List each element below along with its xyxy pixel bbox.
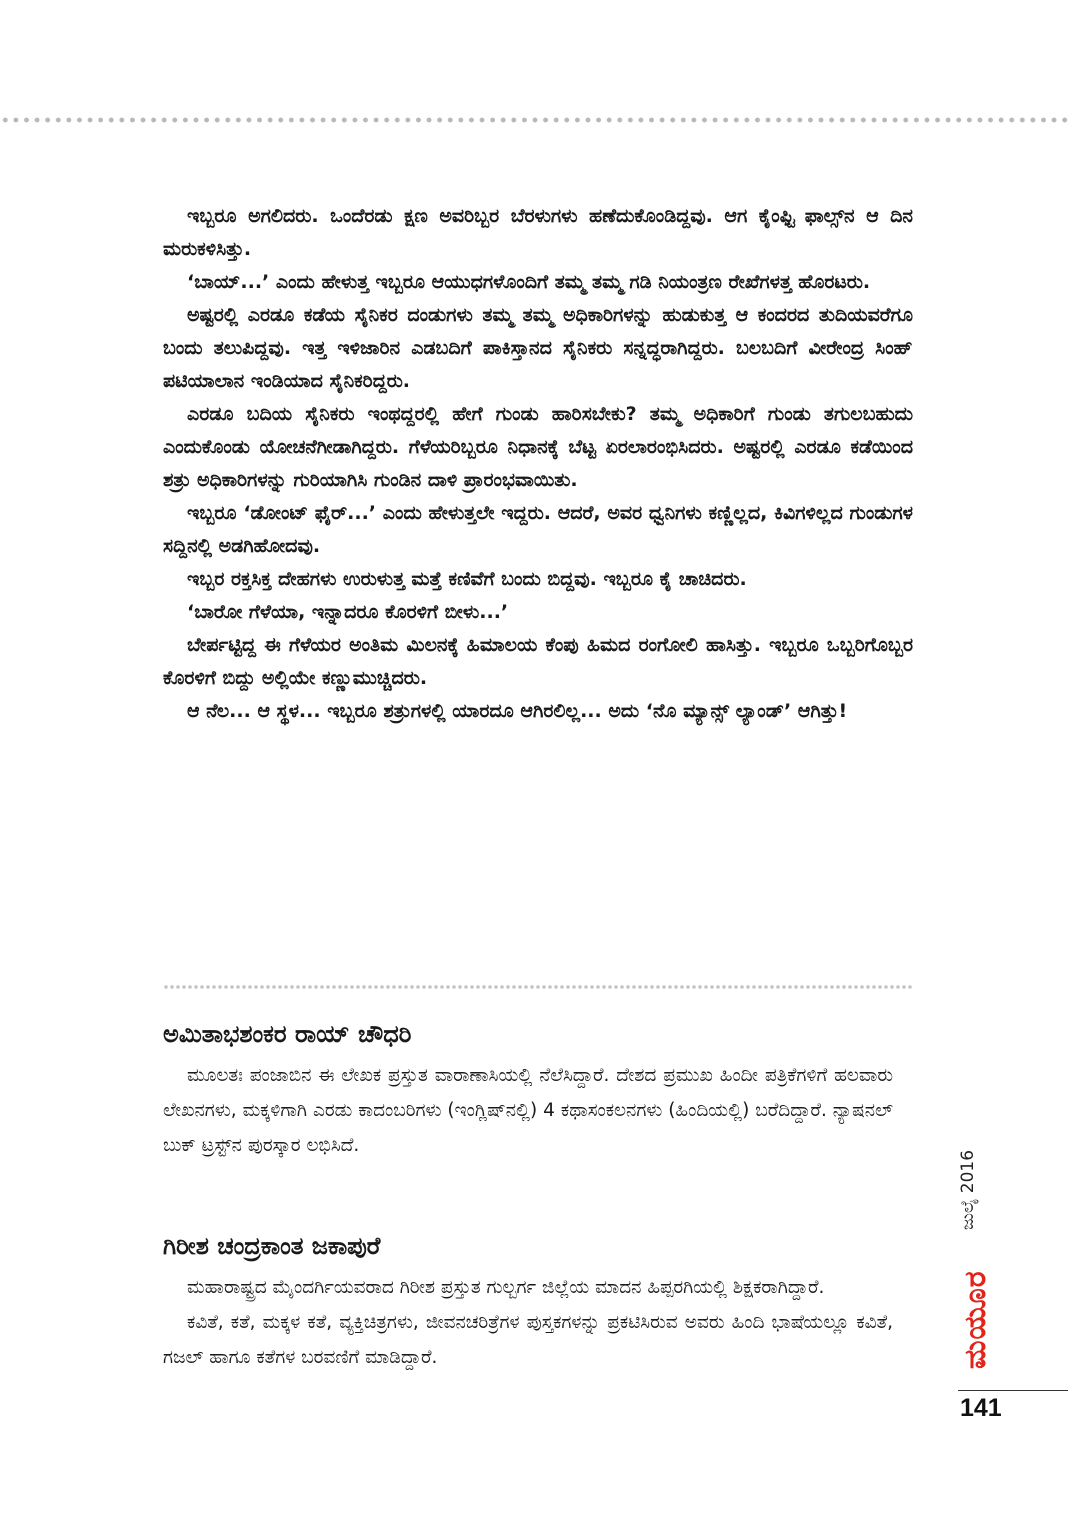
story-paragraph: ಎರಡೂ ಬದಿಯ ಸೈನಿಕರು ಇಂಥದ್ದರಲ್ಲಿ ಹೇಗೆ ಗುಂಡು ಹಾರಿಸಬೇಕು? ತಮ್ಮ ಅಧಿಕಾರಿಗೆ ಗುಂಡು ತಗುಲಬಹುದು ಎಂದುಕೊಂಡು ಯೋಚನೆಗೀಡಾಗಿದ್ದರು. ಗೆಳೆಯರಿಬ್ಬರೂ ನಿಧಾನಕ್ಕೆ ಬೆಟ್ಟ ಏರಲಾರಂಭಿಸಿದರು. ಅಷ್ಟರಲ್ಲಿ ಎರಡೂ ಕಡೆಯಿಂದ ಶತ್ರು ಅಧಿಕಾರಿಗಳನ್ನು ಗುರಿಯಾಗಿಸಿ ಗುಂಡಿನ ದಾಳಿ ಪ್ರಾರಂಭವಾಯಿತು. bbox=[163, 403, 913, 491]
issue-date: ಜುಲೈ 2016 bbox=[958, 1149, 978, 1231]
story-paragraph: ಇಬ್ಬರ ರಕ್ತಸಿಕ್ತ ದೇಹಗಳು ಉರುಳುತ್ತ ಮತ್ತೆ ಕಣಿವೆಗೆ ಬಂದು ಬಿದ್ದವು. ಇಬ್ಬರೂ ಕೈ ಚಾಚಿದರು. bbox=[187, 568, 747, 590]
story-paragraph: ‘ಬಾರೋ ಗೆಳೆಯಾ, ಇನ್ನಾದರೂ ಕೊರಳಿಗೆ ಬೀಳು...’ bbox=[187, 601, 509, 623]
story-paragraph: ಅಷ್ಟರಲ್ಲಿ ಎರಡೂ ಕಡೆಯ ಸೈನಿಕರ ದಂಡುಗಳು ತಮ್ಮ ತಮ್ಮ ಅಧಿಕಾರಿಗಳನ್ನು ಹುಡುಕುತ್ತ ಆ ಕಂದರದ ತುದಿಯವರೆಗೂ ಬಂದು ತಲುಪಿದ್ದವು. ಇತ್ತ ಇಳಿಜಾರಿನ ಎಡಬದಿಗೆ ಪಾಕಿಸ್ತಾನದ ಸೈನಿಕರು ಸನ್ನದ್ಧರಾಗಿದ್ದರು. ಬಲಬದಿಗೆ ವೀರೇಂದ್ರ ಸಿಂಹ್ ಪಟಿಯಾಲಾನ ಇಂಡಿಯಾದ ಸೈನಿಕರಿದ್ದರು. bbox=[163, 304, 913, 392]
story-paragraph: ‘ಬಾಯ್...’ ಎಂದು ಹೇಳುತ್ತ ಇಬ್ಬರೂ ಆಯುಧಗಳೊಂದಿಗೆ ತಮ್ಮ ತಮ್ಮ ಗಡಿ ನಿಯಂತ್ರಣ ರೇಖೆಗಳತ್ತ ಹೊರಟರು. bbox=[187, 271, 871, 293]
author-name: ಗಿರೀಶ ಚಂದ್ರಕಾಂತ ಜಕಾಪುರೆ bbox=[163, 1232, 381, 1260]
section-dotted-divider bbox=[163, 984, 913, 990]
story-paragraph: ಇಬ್ಬರೂ ಅಗಲಿದರು. ಒಂದೆರಡು ಕ್ಷಣ ಅವರಿಬ್ಬರ ಬೆರಳುಗಳು ಹಣೆದುಕೊಂಡಿದ್ದವು. ಆಗ ಕೈಂಫ್ಟಿ ಫಾಲ್ಸ್‌ನ ಆ ದಿನ ಮರುಕಳಿಸಿತ್ತು. bbox=[163, 205, 913, 260]
author-bio-1 bbox=[163, 1018, 893, 1163]
author-name: ಅಮಿತಾಭಶಂಕರ ರಾಯ್ ಚೌಧರಿ bbox=[163, 1020, 412, 1048]
author-bio-2 bbox=[163, 1230, 893, 1375]
bio-paragraph: ಕವಿತೆ, ಕತೆ, ಮಕ್ಕಳ ಕತೆ, ವ್ಯಕ್ತಿಚಿತ್ರಗಳು, ಜೀವನಚರಿತ್ರೆಗಳ ಪುಸ್ತಕಗಳನ್ನು ಪ್ರಕಟಿಸಿರುವ ಅವರು ಹಿಂದಿ ಭಾಷೆಯಲ್ಲೂ ಕವಿತೆ, ಗಜಲ್ ಹಾಗೂ ಕತೆಗಳ ಬರವಣಿಗೆ ಮಾಡಿದ್ದಾರೆ. bbox=[163, 1312, 893, 1368]
bio-paragraph: ಮಹಾರಾಷ್ಟ್ರದ ಮೈಂದರ್ಗಿಯವರಾದ ಗಿರೀಶ ಪ್ರಸ್ತುತ ಗುಲ್ಬರ್ಗ ಜಿಲ್ಲೆಯ ಮಾದನ ಹಿಪ್ಪರಗಿಯಲ್ಲಿ ಶಿಕ್ಷಕರಾಗಿದ್ದಾರೆ. bbox=[187, 1277, 825, 1298]
top-dotted-divider bbox=[0, 116, 1072, 124]
bio-paragraph: ಮೂಲತಃ ಪಂಜಾಬಿನ ಈ ಲೇಖಕ ಪ್ರಸ್ತುತ ವಾರಾಣಾಸಿಯಲ್ಲಿ ನೆಲೆಸಿದ್ದಾರೆ. ದೇಶದ ಪ್ರಮುಖ ಹಿಂದೀ ಪತ್ರಿಕೆಗಳಿಗೆ ಹಲವಾರು ಲೇಖನಗಳು, ಮಕ್ಕಳಿಗಾಗಿ ಎರಡು ಕಾದಂಬರಿಗಳು (ಇಂಗ್ಲಿಷ್‌ನಲ್ಲಿ) 4 ಕಥಾಸಂಕಲನಗಳು (ಹಿಂದಿಯಲ್ಲಿ) ಬರೆದಿದ್ದಾರೆ. ನ್ಯಾಷನಲ್ ಬುಕ್ ಟ್ರಸ್ಟ್‌ನ ಪುರಸ್ಕಾರ ಲಭಿಸಿದೆ. bbox=[163, 1065, 893, 1156]
page-number-rule bbox=[958, 1390, 1068, 1391]
magazine-side-label bbox=[958, 1140, 998, 1390]
story-paragraph: ಬೇರ್ಪಟ್ಟಿದ್ದ ಈ ಗೆಳೆಯರ ಅಂತಿಮ ಮಿಲನಕ್ಕೆ ಹಿಮಾಲಯ ಕೆಂಪು ಹಿಮದ ರಂಗೋಲಿ ಹಾಸಿತ್ತು. ಇಬ್ಬರೂ ಒಬ್ಬರಿಗೊಬ್ಬರ ಕೊರಳಿಗೆ ಬಿದ್ದು ಅಲ್ಲಿಯೇ ಕಣ್ಣುಮುಚ್ಚಿದರು. bbox=[163, 634, 913, 689]
magazine-logo: ಮಯೂರ bbox=[958, 1270, 993, 1369]
story-paragraph: ಆ ನೆಲ... ಆ ಸ್ಥಳ... ಇಬ್ಬರೂ ಶತ್ರುಗಳಲ್ಲಿ ಯಾರದೂ ಆಗಿರಲಿಲ್ಲ... ಅದು ‘ನೊ ಮ್ಯಾನ್ಸ್ ಲ್ಯಾಂಡ್’ ಆಗಿತ್ತು! bbox=[187, 700, 848, 722]
page-number: 141 bbox=[960, 1394, 1002, 1422]
story-text bbox=[163, 200, 913, 728]
story-paragraph: ಇಬ್ಬರೂ ‘ಡೋಂಟ್ ಫೈರ್...’ ಎಂದು ಹೇಳುತ್ತಲೇ ಇದ್ದರು. ಆದರೆ, ಅವರ ಧ್ವನಿಗಳು ಕಣ್ಣಿಲ್ಲದ, ಕಿವಿಗಳಿಲ್ಲದ ಗುಂಡುಗಳ ಸದ್ದಿನಲ್ಲಿ ಅಡಗಿಹೋದವು. bbox=[163, 502, 913, 557]
